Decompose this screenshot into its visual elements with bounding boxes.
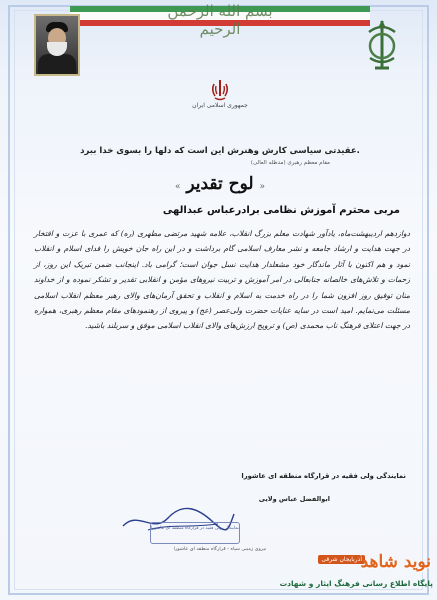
iran-emblem-icon (208, 78, 232, 102)
watermark-tag: آذربایجان شرقی (318, 555, 365, 564)
sepah-logo-icon (357, 18, 407, 76)
footer-text: نیروی زمینی سپاه - قرارگاه منطقه ای عاشورا (173, 547, 267, 552)
watermark-sub: پایگاه اطلاع رسانی فرهنگ ایثار و شهادت (279, 579, 433, 588)
signatory-office: نمایندگی ولی فقیه در قرارگاه منطقه ای عاشورا (241, 472, 406, 480)
watermark-main: نوید شاهد (360, 552, 431, 572)
official-stamp: نمایندگی ولی فقیه در قرارگاه منطقه ای عاشورا (150, 522, 240, 544)
quote-source: مقام معظم رهبری (مدظله العالی) (250, 160, 330, 166)
recipient-line: مربی محترم آموزش نظامی برادرعباس عبدالهی (162, 205, 400, 216)
site-watermark (280, 552, 435, 598)
signatory-name: ابوالفضل عباس ولایی (258, 495, 330, 503)
certificate-title: « لوح تقدیر » (174, 174, 266, 194)
certificate-title-text: لوح تقدیر (186, 174, 254, 194)
banner-calligraphy: بسم الله الرحمن الرحیم (167, 2, 273, 38)
quote-text: عقیدتی سیاسی کارش وهنرش این است که دلها را بسوی خدا ببرد. (80, 146, 360, 156)
leader-portrait (34, 14, 80, 76)
emblem-caption: جمهوری اسلامی ایران (192, 102, 248, 109)
certificate-body: دوازدهم اردیبهشت‌ماه، یادآور شهادت معلم بزرگ انقلاب، علامه شهید مرتضی مطهری (ره) که عمری با عزت و افتخار در جهت هدایت و ارشاد جامعه و نشر معارف اسلامی گام برداشت و در این راه جان خویش را فدای اسلام و انقلاب نمود و هم اکنون با آثار ماندگار خود مشعلدار هدایت نسل جوان است؛ گرامی باد. اینجانب ضمن تبریک این روز، از زحمات و تلاش‌های خالصانه جنابعالی در امر آموزش و تربیت نیروهای مؤمن و انقلابی تقدیر و تشکر نموده و از خداوند منان توفیق روز افزون شما را در راه خدمت به اسلام و انقلاب و تحقق آرمان‌های والای رهبر معظم انقلاب اسلامی مسئلت می‌نمایم. امید است در سایه عنایات حضرت ولی‌عصر (عج) و پیروی از رهنمودهای مقام معظم رهبری، همواره در جهت اعتلای فرهنگ ناب محمدی (ص) و ترویج ارزش‌های والای انقلاب اسلامی موفق و سربلند باشید. (34, 229, 410, 331)
